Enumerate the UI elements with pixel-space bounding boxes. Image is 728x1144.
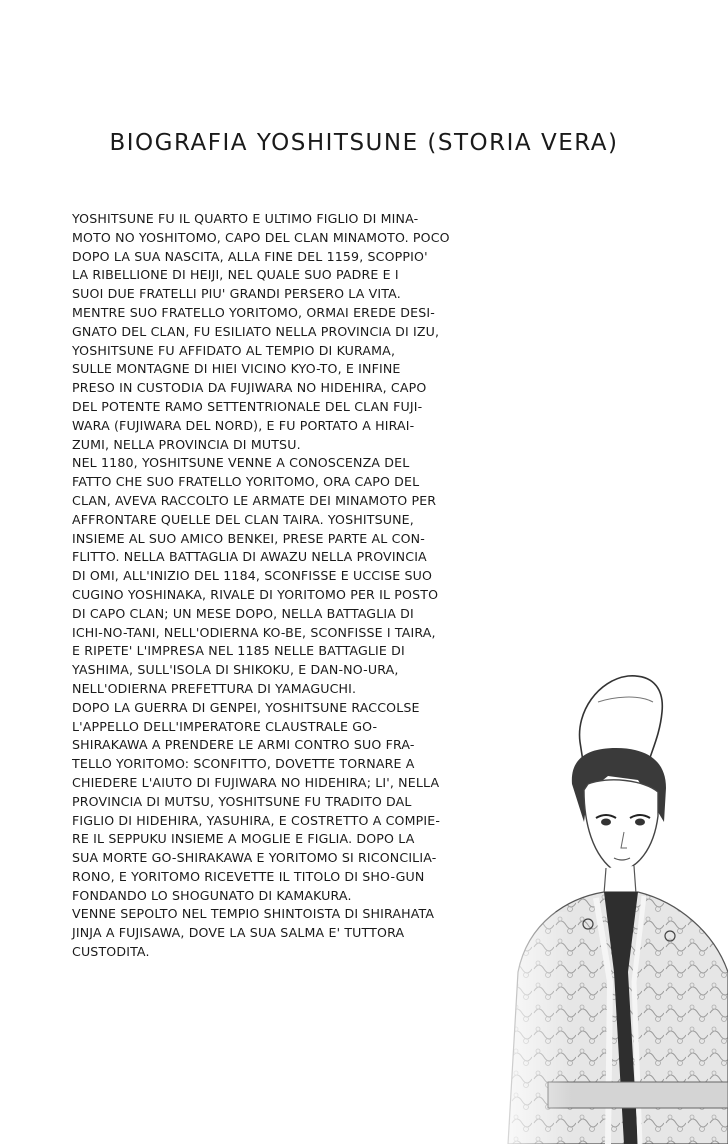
text-line: DOPO LA GUERRA DI GENPEI, YOSHITSUNE RACCOLSE: [72, 699, 420, 715]
text-line: RE IL SEPPUKU INSIEME A MOGLIE E FIGLIA. DOPO LA: [72, 831, 415, 847]
text-line: YOSHITSUNE FU AFFIDATO AL TEMPIO DI KURAMA,: [72, 342, 396, 358]
yoshitsune-illustration: [488, 672, 728, 1144]
face: [584, 780, 658, 872]
text-line: SULLE MONTAGNE DI HIEI VICINO KYO-TO, E INFINE: [72, 361, 401, 377]
text-line: DI CAPO CLAN; UN MESE DOPO, NELLA BATTAGLIA DI: [72, 605, 414, 621]
text-line: YASHIMA, SULL'ISOLA DI SHIKOKU, E DAN-NO-URA,: [72, 662, 399, 678]
text-line: ZUMI, NELLA PROVINCIA DI MUTSU.: [72, 436, 301, 452]
text-line: VENNE SEPOLTO NEL TEMPIO SHINTOISTA DI SHIRAHATA: [72, 906, 435, 922]
text-line: TELLO YORITOMO: SCONFITTO, DOVETTE TORNARE A: [72, 756, 415, 772]
text-line: CLAN, AVEVA RACCOLTO LE ARMATE DEI MINAMOTO PER: [72, 492, 437, 508]
text-line: RONO, E YORITOMO RICEVETTE IL TITOLO DI SHO-GUN: [72, 868, 425, 884]
text-line: CUGINO YOSHINAKA, RIVALE DI YORITOMO PER IL POSTO: [72, 586, 439, 602]
text-line: YOSHITSUNE FU IL QUARTO E ULTIMO FIGLIO DI MINA-: [72, 211, 419, 226]
text-line: PRESO IN CUSTODIA DA FUJIWARA NO HIDEHIRA, CAPO: [72, 380, 427, 396]
text-line: FLITTO. NELLA BATTAGLIA DI AWAZU NELLA PROVINCIA: [72, 549, 427, 565]
text-line: GNATO DEL CLAN, FU ESILIATO NELLA PROVINCIA DI IZU,: [72, 323, 440, 339]
text-line: WARA (FUJIWARA DEL NORD), E FU PORTATO A HIRAI-: [72, 417, 415, 433]
text-line: SUOI DUE FRATELLI PIU' GRANDI PERSERO LA VITA.: [72, 286, 401, 302]
text-line: NEL 1180, YOSHITSUNE VENNE A CONOSCENZA DEL: [72, 455, 410, 471]
text-line: MENTRE SUO FRATELLO YORITOMO, ORMAI EREDE DESI-: [72, 304, 435, 320]
text-line: FIGLIO DI HIDEHIRA, YASUHIRA, E COSTRETTO A COMPIE-: [72, 812, 441, 828]
text-line: DOPO LA SUA NASCITA, ALLA FINE DEL 1159, SCOPPIO': [72, 248, 428, 264]
page-title: BIOGRAFIA YOSHITSUNE (STORIA VERA): [109, 130, 619, 156]
text-line: SHIRAKAWA A PRENDERE LE ARMI CONTRO SUO FRA-: [72, 737, 415, 753]
text-line: AFFRONTARE QUELLE DEL CLAN TAIRA. YOSHITSUNE,: [72, 511, 414, 527]
text-line: MOTO NO YOSHITOMO, CAPO DEL CLAN MINAMOTO. POCO: [72, 229, 450, 245]
text-line: FONDANDO LO SHOGUNATO DI KAMAKURA.: [72, 887, 352, 903]
text-line: L'APPELLO DELL'IMPERATORE CLAUSTRALE GO-: [72, 718, 378, 734]
text-line: FATTO CHE SUO FRATELLO YORITOMO, ORA CAPO DEL: [72, 474, 420, 490]
text-line: NELL'ODIERNA PREFETTURA DI YAMAGUCHI.: [72, 680, 357, 696]
text-line: INSIEME AL SUO AMICO BENKEI, PRESE PARTE AL CON-: [72, 530, 425, 546]
text-line: LA RIBELLIONE DI HEIJI, NEL QUALE SUO PADRE E I: [72, 267, 399, 283]
text-line: ICHI-NO-TANI, NELL'ODIERNA KO-BE, SCONFISSE I TAIRA,: [72, 624, 436, 640]
text-line: DI OMI, ALL'INIZIO DEL 1184, SCONFISSE E UCCISE SUO: [72, 568, 433, 584]
text-line: CHIEDERE L'AIUTO DI FUJIWARA NO HIDEHIRA; LI', NELLA: [72, 774, 440, 790]
biography-text: [72, 210, 512, 962]
text-line: CUSTODITA.: [72, 944, 150, 960]
text-line: E RIPETE' L'IMPRESA NEL 1185 NELLE BATTAGLIE DI: [72, 643, 405, 659]
text-line: JINJA A FUJISAWA, DOVE LA SUA SALMA E' TUTTORA: [72, 925, 405, 941]
text-line: PROVINCIA DI MUTSU, YOSHITSUNE FU TRADITO DAL: [72, 793, 412, 809]
text-line: SUA MORTE GO-SHIRAKAWA E YORITOMO SI RICONCILIA-: [72, 850, 437, 866]
text-line: DEL POTENTE RAMO SETTENTRIONALE DEL CLAN FUJI-: [72, 398, 423, 414]
